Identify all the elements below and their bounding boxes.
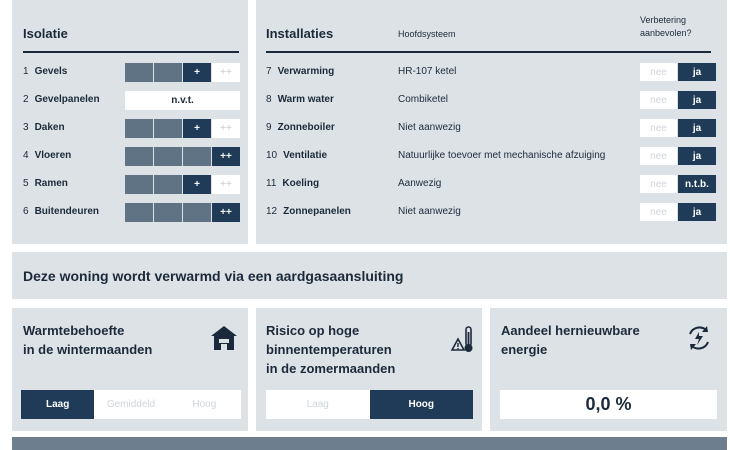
installation-row-label: 9 Zonneboiler [266, 122, 335, 133]
renewable-card [490, 308, 727, 431]
advice-no: nee [640, 63, 677, 81]
insulation-divider [23, 51, 239, 53]
rating-cell [154, 63, 182, 82]
heat-demand-selector[interactable] [21, 390, 241, 419]
insulation-panel [12, 0, 248, 244]
advice-indicator [640, 91, 716, 109]
installation-main-system: HR-107 ketel [398, 66, 457, 77]
option-gemiddeld[interactable]: Gemiddeld [106, 399, 156, 410]
rating-cell: ++ [212, 175, 240, 194]
installation-row-label: 12 Zonnepanelen [266, 206, 351, 217]
insulation-rating-bar [125, 175, 241, 194]
house-icon [209, 324, 239, 352]
installation-row-label: 11 Koeling [266, 178, 320, 189]
heat-demand-card [12, 308, 248, 431]
installation-main-system: Niet aanwezig [398, 206, 461, 217]
rating-cell [125, 203, 153, 222]
overheat-title: Risico op hoge binnentemperaturen in de zomermaanden [266, 323, 396, 376]
rating-cell [125, 147, 153, 166]
installation-main-system: Natuurlijke toevoer met mechanische afzuiging [398, 150, 606, 161]
option-laag[interactable]: Laag [21, 390, 94, 419]
installation-main-system: Niet aanwezig [398, 122, 461, 133]
insulation-row-label: 2 Gevelpanelen [23, 94, 100, 105]
rating-cell: + [183, 175, 211, 194]
advice-yes: ja [678, 203, 716, 221]
advice-no: nee [640, 119, 677, 137]
advice-indicator [640, 63, 716, 81]
advice-indicator [640, 203, 716, 221]
rating-cell: ++ [212, 119, 240, 138]
advice-yes: ja [678, 91, 716, 109]
heat-demand-title: Warmtebehoefte in de wintermaanden [23, 323, 153, 357]
rating-cell: + [183, 119, 211, 138]
rating-cell: + [183, 63, 211, 82]
advice-no: nee [640, 175, 677, 193]
heating-banner [12, 252, 727, 299]
advice-yes: ja [678, 147, 716, 165]
rating-cell [183, 147, 211, 166]
rating-cell [125, 175, 153, 194]
insulation-row-label: 1 Gevels [23, 66, 68, 77]
rating-cell [154, 203, 182, 222]
insulation-rating-bar [125, 119, 241, 138]
insulation-row-label: 4 Vloeren [23, 150, 72, 161]
rating-cell [125, 63, 153, 82]
rating-cell [154, 175, 182, 194]
installation-row-label: 10 Ventilatie [266, 150, 328, 161]
insulation-rating-bar [125, 203, 241, 222]
option-hoog[interactable]: Hoog [370, 390, 474, 419]
insulation-title: Isolatie [23, 26, 68, 41]
rating-cell: ++ [212, 203, 240, 222]
footer-bar [12, 437, 727, 450]
insulation-row-label: 6 Buitendeuren [23, 206, 100, 217]
rating-cell [125, 119, 153, 138]
heating-banner-text: Deze woning wordt verwarmd via een aardgasaansluiting [23, 268, 404, 284]
advice-no: nee [640, 91, 677, 109]
advice-indicator [640, 147, 716, 165]
installations-panel [256, 0, 727, 244]
renewable-share-value: 0,0 % [500, 390, 717, 419]
installation-row-label: 7 Verwarming [266, 66, 335, 77]
main-system-header: Hoofdsysteem [398, 29, 456, 39]
renewable-cycle-icon [685, 324, 713, 352]
advice-no: nee [640, 147, 677, 165]
advice-yes: n.t.b. [678, 175, 716, 193]
installation-row-label: 8 Warm water [266, 94, 334, 105]
advice-indicator [640, 175, 716, 193]
insulation-rating-bar [125, 63, 241, 82]
installation-main-system: Combiketel [398, 94, 449, 105]
rating-cell [154, 119, 182, 138]
overheat-selector[interactable] [266, 390, 473, 419]
option-hoog[interactable]: Hoog [192, 399, 217, 410]
overheat-card [256, 308, 482, 431]
thermometer-warning-icon [450, 324, 476, 354]
insulation-row-label: 5 Ramen [23, 178, 68, 189]
insulation-not-applicable: n.v.t. [125, 91, 240, 110]
option-laag[interactable]: Laag [306, 399, 329, 410]
advice-no: nee [640, 203, 677, 221]
advice-yes: ja [678, 119, 716, 137]
advice-indicator [640, 119, 716, 137]
rating-cell: ++ [212, 147, 240, 166]
renewable-title: Aandeel hernieuwbare energie [501, 323, 640, 357]
insulation-rating-bar [125, 147, 241, 166]
installation-main-system: Aanwezig [398, 178, 442, 189]
advice-yes: ja [678, 63, 716, 81]
rating-cell [154, 147, 182, 166]
rating-cell [183, 203, 211, 222]
rating-cell: ++ [212, 63, 240, 82]
installations-divider [266, 51, 711, 53]
advice-header: Verbetering aanbevolen? [640, 15, 692, 38]
insulation-row-label: 3 Daken [23, 122, 65, 133]
installations-title: Installaties [266, 26, 334, 41]
